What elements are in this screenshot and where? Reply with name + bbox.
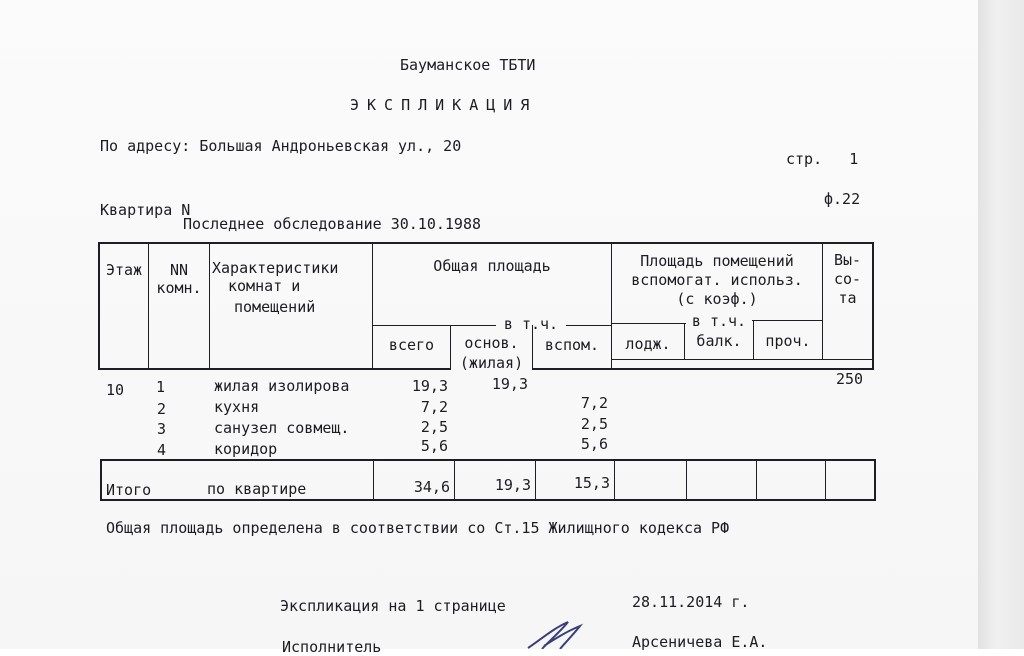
org-name: Баумансĸое ТБТИ bbox=[400, 56, 536, 74]
col-total: всего bbox=[388, 336, 435, 354]
row-name: коридор bbox=[214, 440, 278, 458]
totals-total: 34,6 bbox=[413, 478, 450, 496]
row-name: жилая изолирова bbox=[214, 377, 350, 395]
row-total: 7,2 bbox=[420, 398, 448, 416]
col-characteristics-3: помещений bbox=[234, 298, 316, 316]
col-other: проч. bbox=[765, 332, 811, 350]
area-note: Общая площадь определена в соответствии со Ст.15 Жилищного кодекса РФ bbox=[106, 519, 730, 537]
col-main-sub: (жилая) bbox=[451, 355, 532, 372]
row-number: 2 bbox=[157, 400, 167, 418]
col-characteristics-1: Характеристики bbox=[212, 259, 339, 277]
executor-label: Исполнитель bbox=[282, 638, 382, 656]
col-floor: Этаж bbox=[105, 261, 143, 279]
col-aux-area-2: вспомогат. использ. bbox=[631, 271, 803, 289]
row-aux: 2,5 bbox=[580, 415, 608, 433]
col-total-area: Общая площадь bbox=[433, 257, 551, 275]
signature-mark bbox=[520, 618, 590, 649]
page-number: стр. 1 bbox=[786, 150, 859, 168]
address: По адресу: Большая Андроньевская ул., 20 bbox=[100, 137, 462, 155]
height-value: 250 bbox=[836, 370, 864, 388]
form-number: ф.22 bbox=[824, 190, 861, 208]
totals-aux: 15,3 bbox=[573, 474, 610, 492]
totals-scope: по квартире bbox=[207, 480, 307, 498]
document-title: ЭКСПЛИКАЦИЯ bbox=[350, 96, 538, 114]
apartment-label: Квартира N bbox=[100, 201, 191, 219]
col-incl2: в т.ч. bbox=[691, 312, 747, 330]
row-name: санузел совмещ. bbox=[214, 419, 350, 437]
row-name: кухня bbox=[214, 398, 260, 416]
col-characteristics-2: комнат и bbox=[228, 277, 301, 295]
row-number: 1 bbox=[156, 378, 166, 396]
col-loggia: лодж. bbox=[625, 335, 671, 353]
col-room-no-sub: комн. bbox=[156, 279, 202, 297]
issue-date: 28.11.2014 г. bbox=[632, 593, 750, 611]
last-survey: Последнее обследование 30.10.1988 bbox=[183, 215, 482, 233]
row-aux: 7,2 bbox=[580, 394, 608, 412]
row-total: 5,6 bbox=[420, 437, 448, 455]
col-aux: вспом. bbox=[544, 336, 600, 354]
col-main: основ. bbox=[464, 334, 519, 352]
executor-name: Арсеничева Е.А. bbox=[632, 633, 768, 651]
row-number: 4 bbox=[157, 441, 167, 459]
row-total: 2,5 bbox=[420, 418, 448, 436]
floor-value: 10 bbox=[106, 381, 125, 399]
row-aux: 5,6 bbox=[580, 435, 608, 453]
col-balcony: балк. bbox=[696, 332, 742, 350]
row-total: 19,3 bbox=[411, 377, 448, 395]
row-main: 19,3 bbox=[491, 375, 528, 393]
totals-label: Итого bbox=[106, 481, 152, 499]
col-aux-area-3: (с коэф.) bbox=[676, 290, 758, 308]
col-incl: в т.ч. bbox=[503, 315, 559, 333]
row-number: 3 bbox=[157, 420, 167, 438]
totals-main: 19,3 bbox=[494, 476, 531, 494]
page-count-note: Экспликация на 1 странице bbox=[280, 597, 506, 615]
page-edge bbox=[978, 0, 1024, 649]
col-aux-area-1: Площадь помещений bbox=[640, 252, 794, 270]
col-height-1: Вы- bbox=[833, 251, 862, 269]
col-height-3: та bbox=[838, 289, 857, 307]
col-room-no: NN bbox=[169, 261, 189, 279]
col-height-2: со- bbox=[833, 270, 862, 288]
